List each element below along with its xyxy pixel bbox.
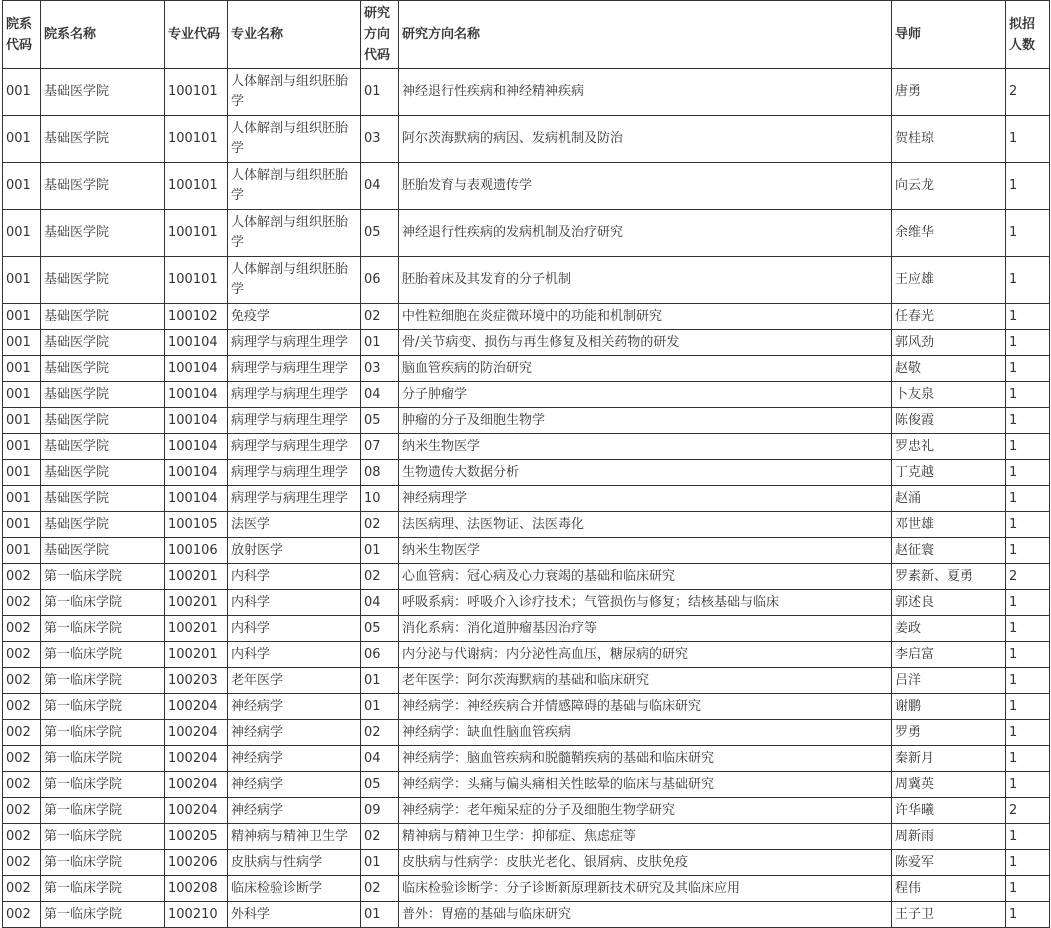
table-row <box>3 434 1050 460</box>
table-row <box>3 304 1050 330</box>
cell-direction-code: 05 <box>361 616 399 642</box>
cell-major-name: 病理学与病理生理学 <box>228 408 361 434</box>
cell-quota: 1 <box>1006 512 1050 538</box>
cell-dept-name: 第一临床学院 <box>41 564 165 590</box>
table-row <box>3 382 1050 408</box>
cell-direction-code: 06 <box>361 257 399 304</box>
cell-direction-code: 01 <box>361 330 399 356</box>
table-row <box>3 69 1050 116</box>
cell-quota: 1 <box>1006 772 1050 798</box>
cell-major-name: 内科学 <box>228 642 361 668</box>
table-row <box>3 330 1050 356</box>
header-major-code: 专业代码 <box>165 1 228 69</box>
cell-major-code: 100102 <box>165 304 228 330</box>
cell-quota: 1 <box>1006 824 1050 850</box>
table-row <box>3 876 1050 902</box>
cell-quota: 1 <box>1006 330 1050 356</box>
cell-quota: 1 <box>1006 694 1050 720</box>
cell-major-code: 100101 <box>165 116 228 163</box>
cell-direction-name: 分子肿瘤学 <box>399 382 892 408</box>
cell-quota: 1 <box>1006 486 1050 512</box>
cell-dept-code: 002 <box>3 850 41 876</box>
table-row <box>3 116 1050 163</box>
cell-direction-name: 呼吸系病：呼吸介入诊疗技术；气管损伤与修复；结核基础与临床 <box>399 590 892 616</box>
cell-major-code: 100210 <box>165 902 228 928</box>
cell-direction-name: 纳米生物医学 <box>399 538 892 564</box>
cell-dept-code: 001 <box>3 330 41 356</box>
cell-major-name: 法医学 <box>228 512 361 538</box>
cell-direction-name: 皮肤病与性病学：皮肤光老化、银屑病、皮肤免疫 <box>399 850 892 876</box>
cell-major-code: 100205 <box>165 824 228 850</box>
cell-major-name: 人体解剖与组织胚胎学 <box>228 210 361 257</box>
table-row <box>3 642 1050 668</box>
cell-major-name: 神经病学 <box>228 772 361 798</box>
cell-dept-name: 基础医学院 <box>41 257 165 304</box>
cell-advisor: 许华曦 <box>892 798 1006 824</box>
enrollment-table <box>2 0 1050 928</box>
table-row <box>3 408 1050 434</box>
cell-dept-name: 第一临床学院 <box>41 642 165 668</box>
cell-dept-code: 002 <box>3 798 41 824</box>
cell-direction-code: 10 <box>361 486 399 512</box>
cell-dept-code: 002 <box>3 876 41 902</box>
cell-dept-code: 001 <box>3 304 41 330</box>
table-row <box>3 356 1050 382</box>
cell-quota: 1 <box>1006 902 1050 928</box>
cell-direction-name: 神经退行性疾病的发病机制及治疗研究 <box>399 210 892 257</box>
cell-direction-code: 04 <box>361 590 399 616</box>
table-row <box>3 850 1050 876</box>
cell-direction-name: 普外：胃癌的基础与临床研究 <box>399 902 892 928</box>
cell-advisor: 邓世雄 <box>892 512 1006 538</box>
cell-dept-name: 基础医学院 <box>41 69 165 116</box>
cell-major-name: 神经病学 <box>228 746 361 772</box>
cell-advisor: 秦新月 <box>892 746 1006 772</box>
cell-dept-name: 基础医学院 <box>41 434 165 460</box>
cell-direction-name: 胚胎着床及其发育的分子机制 <box>399 257 892 304</box>
cell-dept-code: 001 <box>3 163 41 210</box>
cell-major-code: 100101 <box>165 210 228 257</box>
cell-dept-name: 基础医学院 <box>41 304 165 330</box>
cell-direction-code: 01 <box>361 668 399 694</box>
cell-direction-name: 脑血管疾病的防治研究 <box>399 356 892 382</box>
cell-dept-code: 001 <box>3 257 41 304</box>
cell-direction-name: 消化系病：消化道肿瘤基因治疗等 <box>399 616 892 642</box>
cell-advisor: 谢鹏 <box>892 694 1006 720</box>
cell-direction-name: 老年医学：阿尔茨海默病的基础和临床研究 <box>399 668 892 694</box>
cell-major-code: 100104 <box>165 434 228 460</box>
table-row <box>3 772 1050 798</box>
table-row <box>3 486 1050 512</box>
cell-dept-name: 第一临床学院 <box>41 616 165 642</box>
cell-major-code: 100104 <box>165 408 228 434</box>
cell-quota: 1 <box>1006 356 1050 382</box>
cell-advisor: 赵敬 <box>892 356 1006 382</box>
table-row <box>3 257 1050 304</box>
cell-major-code: 100104 <box>165 382 228 408</box>
cell-dept-code: 001 <box>3 460 41 486</box>
cell-quota: 1 <box>1006 257 1050 304</box>
cell-dept-code: 002 <box>3 720 41 746</box>
cell-major-name: 病理学与病理生理学 <box>228 486 361 512</box>
cell-direction-name: 神经病学：脑血管疾病和脱髓鞘疾病的基础和临床研究 <box>399 746 892 772</box>
cell-dept-name: 第一临床学院 <box>41 824 165 850</box>
table-row <box>3 590 1050 616</box>
cell-dept-code: 002 <box>3 772 41 798</box>
cell-major-code: 100208 <box>165 876 228 902</box>
table-row <box>3 616 1050 642</box>
table-row <box>3 798 1050 824</box>
cell-direction-name: 纳米生物医学 <box>399 434 892 460</box>
cell-direction-code: 01 <box>361 694 399 720</box>
cell-dept-code: 001 <box>3 512 41 538</box>
cell-quota: 1 <box>1006 616 1050 642</box>
cell-major-name: 精神病与精神卫生学 <box>228 824 361 850</box>
cell-quota: 1 <box>1006 538 1050 564</box>
cell-major-name: 临床检验诊断学 <box>228 876 361 902</box>
cell-major-code: 100104 <box>165 356 228 382</box>
cell-quota: 1 <box>1006 382 1050 408</box>
cell-dept-name: 第一临床学院 <box>41 798 165 824</box>
cell-major-name: 人体解剖与组织胚胎学 <box>228 163 361 210</box>
cell-dept-name: 第一临床学院 <box>41 876 165 902</box>
cell-advisor: 李启富 <box>892 642 1006 668</box>
cell-quota: 2 <box>1006 798 1050 824</box>
cell-advisor: 陈爱军 <box>892 850 1006 876</box>
cell-direction-code: 08 <box>361 460 399 486</box>
cell-dept-name: 基础医学院 <box>41 512 165 538</box>
table-row <box>3 668 1050 694</box>
cell-advisor: 赵涌 <box>892 486 1006 512</box>
cell-advisor: 吕洋 <box>892 668 1006 694</box>
cell-dept-name: 第一临床学院 <box>41 772 165 798</box>
cell-advisor: 卜友泉 <box>892 382 1006 408</box>
cell-direction-code: 01 <box>361 850 399 876</box>
table-row <box>3 538 1050 564</box>
cell-dept-code: 001 <box>3 486 41 512</box>
cell-major-code: 100201 <box>165 590 228 616</box>
cell-major-name: 病理学与病理生理学 <box>228 330 361 356</box>
cell-major-code: 100106 <box>165 538 228 564</box>
table-row <box>3 746 1050 772</box>
cell-quota: 1 <box>1006 720 1050 746</box>
cell-dept-code: 001 <box>3 434 41 460</box>
cell-advisor: 罗忠礼 <box>892 434 1006 460</box>
cell-advisor: 余维华 <box>892 210 1006 257</box>
cell-direction-name: 神经退行性疾病和神经精神疾病 <box>399 69 892 116</box>
cell-dept-name: 第一临床学院 <box>41 850 165 876</box>
header-major-name: 专业名称 <box>228 1 361 69</box>
cell-direction-code: 02 <box>361 512 399 538</box>
header-quota: 拟招人数 <box>1006 1 1050 69</box>
cell-major-code: 100204 <box>165 694 228 720</box>
cell-advisor: 陈俊霞 <box>892 408 1006 434</box>
cell-direction-code: 05 <box>361 210 399 257</box>
cell-dept-code: 001 <box>3 538 41 564</box>
cell-advisor: 郭述良 <box>892 590 1006 616</box>
cell-dept-name: 基础医学院 <box>41 116 165 163</box>
cell-direction-code: 03 <box>361 116 399 163</box>
cell-direction-name: 临床检验诊断学：分子诊断新原理新技术研究及其临床应用 <box>399 876 892 902</box>
cell-major-name: 免疫学 <box>228 304 361 330</box>
cell-direction-name: 阿尔茨海默病的病因、发病机制及防治 <box>399 116 892 163</box>
cell-direction-code: 01 <box>361 538 399 564</box>
cell-direction-code: 02 <box>361 876 399 902</box>
cell-direction-name: 法医病理、法医物证、法医毒化 <box>399 512 892 538</box>
cell-major-name: 人体解剖与组织胚胎学 <box>228 257 361 304</box>
cell-advisor: 姜政 <box>892 616 1006 642</box>
cell-dept-name: 第一临床学院 <box>41 694 165 720</box>
cell-advisor: 向云龙 <box>892 163 1006 210</box>
cell-major-code: 100206 <box>165 850 228 876</box>
cell-dept-name: 第一临床学院 <box>41 668 165 694</box>
cell-advisor: 周新雨 <box>892 824 1006 850</box>
cell-major-name: 皮肤病与性病学 <box>228 850 361 876</box>
cell-major-code: 100204 <box>165 746 228 772</box>
cell-major-code: 100204 <box>165 798 228 824</box>
cell-direction-name: 神经病学：缺血性脑血管疾病 <box>399 720 892 746</box>
cell-direction-code: 04 <box>361 746 399 772</box>
cell-dept-code: 002 <box>3 694 41 720</box>
cell-advisor: 罗勇 <box>892 720 1006 746</box>
cell-dept-name: 第一临床学院 <box>41 590 165 616</box>
cell-dept-code: 002 <box>3 616 41 642</box>
cell-quota: 2 <box>1006 69 1050 116</box>
cell-dept-name: 基础医学院 <box>41 408 165 434</box>
cell-major-code: 100101 <box>165 69 228 116</box>
cell-major-code: 100203 <box>165 668 228 694</box>
cell-quota: 1 <box>1006 876 1050 902</box>
cell-dept-name: 基础医学院 <box>41 210 165 257</box>
cell-major-name: 内科学 <box>228 590 361 616</box>
cell-major-name: 人体解剖与组织胚胎学 <box>228 69 361 116</box>
cell-major-code: 100101 <box>165 163 228 210</box>
cell-advisor: 罗素新、夏勇 <box>892 564 1006 590</box>
cell-direction-name: 神经病学：老年痴呆症的分子及细胞生物学研究 <box>399 798 892 824</box>
cell-major-code: 100201 <box>165 642 228 668</box>
cell-major-name: 神经病学 <box>228 798 361 824</box>
cell-major-name: 人体解剖与组织胚胎学 <box>228 116 361 163</box>
cell-direction-name: 神经病学：神经疾病合并情感障碍的基础与临床研究 <box>399 694 892 720</box>
cell-quota: 1 <box>1006 210 1050 257</box>
cell-direction-code: 02 <box>361 720 399 746</box>
cell-advisor: 郭风劲 <box>892 330 1006 356</box>
cell-dept-code: 002 <box>3 564 41 590</box>
cell-dept-name: 第一临床学院 <box>41 720 165 746</box>
cell-dept-name: 基础医学院 <box>41 163 165 210</box>
cell-dept-code: 001 <box>3 69 41 116</box>
cell-dept-name: 基础医学院 <box>41 486 165 512</box>
cell-major-code: 100105 <box>165 512 228 538</box>
table-row <box>3 824 1050 850</box>
cell-direction-code: 04 <box>361 382 399 408</box>
cell-direction-code: 06 <box>361 642 399 668</box>
cell-quota: 1 <box>1006 642 1050 668</box>
cell-quota: 1 <box>1006 116 1050 163</box>
table-row <box>3 512 1050 538</box>
cell-direction-code: 05 <box>361 772 399 798</box>
cell-major-name: 放射医学 <box>228 538 361 564</box>
cell-direction-name: 心血管病：冠心病及心力衰竭的基础和临床研究 <box>399 564 892 590</box>
cell-major-code: 100101 <box>165 257 228 304</box>
cell-quota: 1 <box>1006 746 1050 772</box>
table-row <box>3 163 1050 210</box>
cell-direction-code: 01 <box>361 902 399 928</box>
cell-direction-name: 肿瘤的分子及细胞生物学 <box>399 408 892 434</box>
cell-direction-code: 01 <box>361 69 399 116</box>
cell-direction-code: 02 <box>361 304 399 330</box>
cell-quota: 1 <box>1006 460 1050 486</box>
cell-direction-name: 神经病学：头痛与偏头痛相关性眩晕的临床与基础研究 <box>399 772 892 798</box>
cell-dept-code: 002 <box>3 824 41 850</box>
cell-major-code: 100201 <box>165 616 228 642</box>
cell-major-code: 100204 <box>165 772 228 798</box>
cell-direction-code: 04 <box>361 163 399 210</box>
cell-major-name: 外科学 <box>228 902 361 928</box>
header-dept-code: 院系代码 <box>3 1 41 69</box>
header-advisor: 导师 <box>892 1 1006 69</box>
table-row <box>3 720 1050 746</box>
cell-dept-code: 001 <box>3 356 41 382</box>
cell-quota: 1 <box>1006 304 1050 330</box>
cell-major-code: 100104 <box>165 460 228 486</box>
cell-dept-code: 001 <box>3 382 41 408</box>
cell-direction-code: 02 <box>361 824 399 850</box>
cell-major-code: 100104 <box>165 330 228 356</box>
cell-direction-code: 09 <box>361 798 399 824</box>
cell-major-name: 病理学与病理生理学 <box>228 382 361 408</box>
table-row <box>3 460 1050 486</box>
header-dept-name: 院系名称 <box>41 1 165 69</box>
cell-major-name: 内科学 <box>228 564 361 590</box>
cell-quota: 2 <box>1006 564 1050 590</box>
cell-major-name: 病理学与病理生理学 <box>228 434 361 460</box>
cell-dept-name: 基础医学院 <box>41 460 165 486</box>
table-row <box>3 902 1050 928</box>
cell-advisor: 周冀英 <box>892 772 1006 798</box>
cell-direction-code: 02 <box>361 564 399 590</box>
cell-direction-code: 07 <box>361 434 399 460</box>
cell-advisor: 王应雄 <box>892 257 1006 304</box>
cell-direction-name: 生物遗传大数据分析 <box>399 460 892 486</box>
table-header-row <box>3 1 1050 69</box>
cell-dept-code: 001 <box>3 210 41 257</box>
header-direction-name: 研究方向名称 <box>399 1 892 69</box>
table-row <box>3 564 1050 590</box>
cell-dept-name: 基础医学院 <box>41 330 165 356</box>
cell-dept-name: 第一临床学院 <box>41 746 165 772</box>
cell-advisor: 程伟 <box>892 876 1006 902</box>
cell-direction-name: 骨/关节病变、损伤与再生修复及相关药物的研发 <box>399 330 892 356</box>
cell-dept-code: 001 <box>3 116 41 163</box>
cell-quota: 1 <box>1006 668 1050 694</box>
cell-direction-name: 中性粒细胞在炎症微环境中的功能和机制研究 <box>399 304 892 330</box>
cell-direction-name: 精神病与精神卫生学：抑郁症、焦虑症等 <box>399 824 892 850</box>
cell-direction-code: 03 <box>361 356 399 382</box>
table-row <box>3 694 1050 720</box>
cell-major-code: 100201 <box>165 564 228 590</box>
header-direction-code: 研究方向代码 <box>361 1 399 69</box>
cell-direction-name: 神经病理学 <box>399 486 892 512</box>
cell-dept-code: 002 <box>3 668 41 694</box>
cell-dept-code: 002 <box>3 746 41 772</box>
cell-quota: 1 <box>1006 850 1050 876</box>
cell-advisor: 赵征寰 <box>892 538 1006 564</box>
cell-advisor: 任春光 <box>892 304 1006 330</box>
cell-major-name: 神经病学 <box>228 720 361 746</box>
cell-advisor: 丁克越 <box>892 460 1006 486</box>
cell-dept-code: 002 <box>3 642 41 668</box>
cell-major-code: 100204 <box>165 720 228 746</box>
cell-quota: 1 <box>1006 163 1050 210</box>
cell-major-name: 神经病学 <box>228 694 361 720</box>
cell-quota: 1 <box>1006 408 1050 434</box>
cell-dept-code: 001 <box>3 408 41 434</box>
cell-dept-name: 基础医学院 <box>41 382 165 408</box>
cell-major-name: 病理学与病理生理学 <box>228 460 361 486</box>
cell-advisor: 王子卫 <box>892 902 1006 928</box>
cell-dept-code: 002 <box>3 902 41 928</box>
cell-advisor: 唐勇 <box>892 69 1006 116</box>
cell-quota: 1 <box>1006 590 1050 616</box>
cell-dept-code: 002 <box>3 590 41 616</box>
cell-direction-code: 05 <box>361 408 399 434</box>
cell-direction-name: 胚胎发育与表观遗传学 <box>399 163 892 210</box>
cell-major-name: 老年医学 <box>228 668 361 694</box>
cell-direction-name: 内分泌与代谢病：内分泌性高血压，糖尿病的研究 <box>399 642 892 668</box>
cell-dept-name: 基础医学院 <box>41 356 165 382</box>
cell-major-name: 内科学 <box>228 616 361 642</box>
cell-major-name: 病理学与病理生理学 <box>228 356 361 382</box>
cell-major-code: 100104 <box>165 486 228 512</box>
cell-advisor: 贺桂琼 <box>892 116 1006 163</box>
cell-quota: 1 <box>1006 434 1050 460</box>
cell-dept-name: 基础医学院 <box>41 538 165 564</box>
cell-dept-name: 第一临床学院 <box>41 902 165 928</box>
table-row <box>3 210 1050 257</box>
